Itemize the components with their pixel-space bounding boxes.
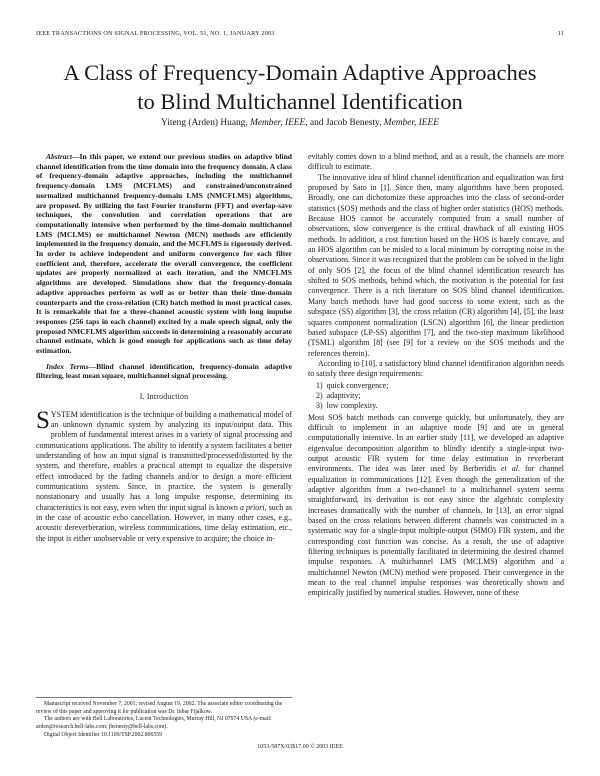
running-header [36,30,564,42]
title-line-1: A Class of Frequency-Domain Adaptive Approaches [63,60,537,85]
paragraph-requirements-intro: According to [10], a satisfactory blind channel identification algorithm needs to satisfy three design requirements: [308,358,564,379]
author-1-membership: Member, IEEE, [250,118,308,128]
abstract [36,152,292,356]
author-2-membership: Member, IEEE [383,118,439,128]
paper-title [30,58,570,116]
sos-text-b: for channel equalization in communications [12]. Even though the generalization of the adaptive algorithm from a two-channel to a multichannel system seems straightforward, its derivation is not easy since the algebraic complexity increases dramatically with the number of channels. In [13], an error signal based on the cross relations between different channels was constructed in a systematic way for a single-input multiple-output (SIMO) FIR system, and the corresponding cost function was concise. As a result, the use of adaptive filtering techniques is potentially facilitated in determining the desired channel impulse responses. A multichannel LMS (MCLMS) algorithm and a multichannel Newton (MCN) method were proposed. Their convergence in the mean to the real channel impulse responses was theoretically shown and empirically justified by numerical studies. However, none of these [308,464,565,598]
right-column [308,152,564,599]
paragraph-sos-methods [308,413,564,599]
sos-text-em: et al. [501,464,520,474]
index-terms-label: Index Terms [46,361,89,371]
paragraph-blind-history: The innovative idea of blind channel identification and equalization was first proposed by Sato in [1]. Since then, many algorithms have been proposed. Broadly, one can dichotomize these approaches into the class of second-order statistics (SOS) methods and the class of higher order statistics (HOS) methods. Because HOS cannot be accurately computed from a small number of observations, slow convergence is the critical drawback of all existing HOS methods. In addition, a cost function based on the HOS is barely concave, and an HOS algorithm can be misled to a local minimum by corrupting noise in the observations. Since it was recognized that the problem can be solved in the light of only SOS [2], the focus of the blind channel identification research has shifted to SOS methods, behind which, the motivation is the potential for fast convergence. There is a rich literature on SOS blind channel identification. Many batch methods have had good success to some extent, such as the subspace (SS) algorithm [3], the cross relation (CR) algorithm [4], [5], the least squares component normalization (LSCN) algorithm [6], the linear prediction based subspace (LP-SS) algorithm [7], and the two-step maximum likelihood (TSML) algorithm [8] (see [9] for a review on the SOS methods and the references therein). [308,172,564,358]
continued-paragraph: evitably comes down to a blind method, and as a result, the channels are more difficult to estimate. [308,152,564,172]
page-number: 11 [557,30,564,37]
intro-text-a: YSTEM identification is the technique of building a mathematical model of an unknown dynamic system by analyzing its input/output data. This problem of fundamental interest arises in a variety of signal processing and communications applications. The ability to identify a system facilitates a better understanding of how an input signal is transmitted/processed/distorted by the system, and therefore, enables a practical attempt to equalize the dispersive effect introduced by the fading channels and/or to design a more efficient communications system. Since, in practice, the system is generally nonstationary and usually has a long impulse response, determining its characteristics is not easy, even when the input signal is known [36,409,292,512]
footnote-received: Manuscript received November 7, 2001; revised August 19, 2002. The associate editor coordinating the review of this paper and approving it for publication was Dr. Inbar Fijalkow. [36,701,283,715]
left-column [36,152,292,544]
footnote-doi: Digital Object Identifier 10.1109/TSP.2002.806559 [44,731,162,738]
sos-text-a: Most SOS batch methods can converge quickly, but unfortunately, they are difficult to implement in an adaptive mode [9] and are in general computationally intensive. In an earlier study [11], we developed an adaptive eigenvalue decomposition algorithm to blindly identify a single-input two-output acoustic FIR system for time delay estimation in reverberant environments. The idea was later used by Berberidis [308,412,564,474]
requirements-list [316,381,564,412]
index-terms-text: —Blind channel identification, frequency-domain adaptive filtering, least mean square, multichannel signal processing. [36,361,292,381]
copyright-footer: 1053-587X/03$17.00 © 2003 IEEE [257,744,343,750]
journal-header: IEEE TRANSACTIONS ON SIGNAL PROCESSING, VOL. 51, NO. 1, JANUARY 2003 [36,30,275,37]
section-heading: I. Introduction [139,392,189,402]
abstract-label: Abstract [46,152,72,161]
author-line [30,118,570,128]
intro-text-b: , such as in the case of acoustic echo cancellation. However, in many other cases, e.g., acoustic dereverberation, wireless communications, time delay estimation, etc., the input is either unobservable or very expensive to acquire; the choice in- [36,502,292,543]
requirement-item: 2) adaptivity; [316,390,361,400]
requirement-item: 3) low complexity. [316,401,378,411]
first-page-footnote [36,697,292,740]
author-1: Yiteng (Arden) Huang, [161,118,248,128]
index-terms [36,362,292,381]
abstract-text: —In this paper, we extend our previous studies on adaptive blind channel identification from the time domain into the frequency domain. A class of frequency-domain adaptive approaches, including the multichannel frequency-domain LMS (MCFLMS) and constrained/unconstrained normalized multichannel frequency-domain LMS (NMCFLMS) algorithms, are proposed. By utilizing the fast Fourier transform (FFT) and overlap-save techniques, the convolution and correlation operations that are computationally intensive when performed by the time-domain multichannel LMS (MCLMS) or multichannel Newton (MCN) methods are efficiently implemented in the frequency domain, and the MCFLMS is rigorously derived. In order to achieve independent and uniform convergence for each filter coefficient and, therefore, accelerate the overall convergence, the coefficient updates are properly normalized at each iteration, and the NMCFLMS algorithms are developed. Simulations show that the frequency-domain adaptive approaches perform as well as or better than their time-domain counterparts and the cross-relation (CR) batch method in most practical cases. It is remarkable that for a three-channel acoustic system with long impulse responses (256 taps in each channel) excited by a male speech signal, only the proposed NMCFLMS algorithm succeeds in determining a reasonably accurate channel estimate, which is good enough for applications such as time delay estimation. [36,152,292,356]
title-line-2: to Blind Multichannel Identification [137,89,463,114]
intro-text-em: a priori [239,502,265,512]
author-2: and Jacob Benesty, [309,118,382,128]
footnote-affiliation: The authors are with Bell Laboratories, Lucent Technologies, Murray Hill, NJ 07974 USA (e-mail: arden@research.bell-labs.com; jbenesty@bell-labs.com). [36,716,272,731]
requirement-item: 1) quick convergence; [316,380,389,390]
drop-cap: S [36,406,50,434]
intro-paragraph [36,406,292,544]
